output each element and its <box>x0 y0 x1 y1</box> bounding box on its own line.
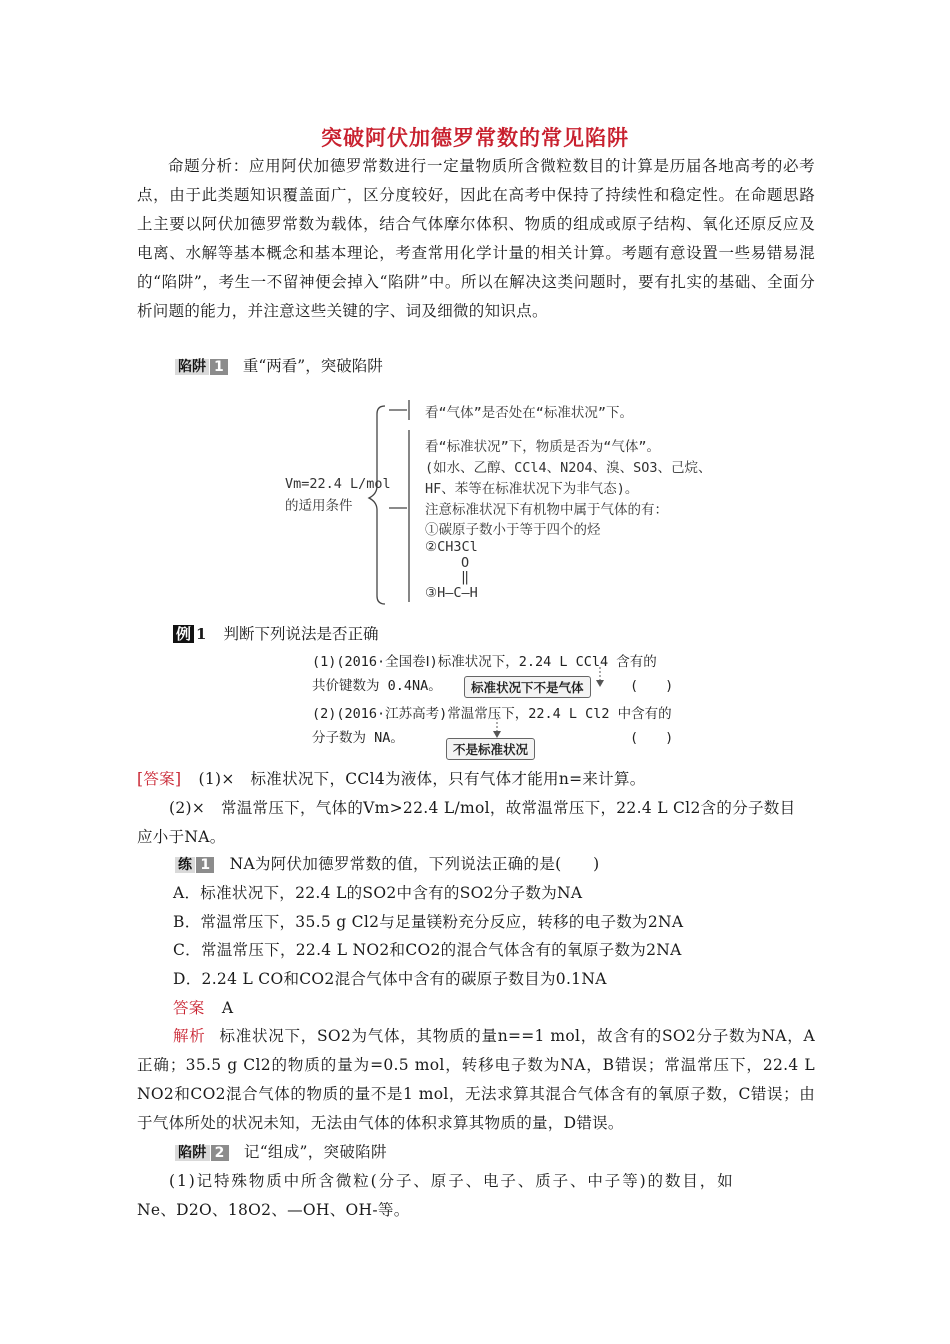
diagram-branch2-line2: (如水、乙醇、CCl4、N2O4、溴、SO3、己烷、 <box>425 460 712 476</box>
practice1-badge: 练 1 <box>173 855 216 875</box>
answer1-item2-line1: (2)× 常温常压下，气体的Vm>22.4 L/mol，故常温常压下，22.4 L Cl2含的分子数目 <box>169 799 796 817</box>
diagram-left-label-2: 的适用条件 <box>285 498 353 514</box>
example1-q1-line1: (1)(2016·全国卷Ⅰ)标准状况下，2.24 L CCl4 含有的 <box>312 654 657 670</box>
example1-heading-text: 判断下列说法是否正确 <box>223 625 379 643</box>
example1-q1-paren: ( ) <box>630 678 674 694</box>
diagram-branch1: 看“气体”是否处在“标准状况”下。 <box>425 405 634 421</box>
diagram-item2: ②CH3Cl <box>425 539 478 555</box>
practice1-answer-value: A <box>221 999 234 1017</box>
trap2-paragraph-line2: Ne、D2O、18O2、—OH、OH-等。 <box>137 1201 410 1219</box>
trap1-heading <box>173 354 383 377</box>
trap1-badge: 陷阱 1 <box>173 357 230 377</box>
example1-q2-line1: (2)(2016·江苏高考)常温常压下，22.4 L Cl2 中含有的 <box>312 706 672 722</box>
example1-question-box <box>312 650 692 760</box>
answer1-item1: (1)× 标准状况下，CCl4为液体，只有气体才能用n=来计算。 <box>198 770 646 788</box>
page-title: 突破阿伏加德罗常数的常见陷阱 <box>321 126 629 150</box>
example1-q2-note: 不是标准状况 <box>446 738 535 760</box>
practice1-option-c: C．常温常压下，22.4 L NO2和CO2的混合气体含有的氧原子数为2NA <box>173 941 682 959</box>
practice1-stem: NA为阿伏加德罗常数的值，下列说法正确的是( ) <box>229 855 600 873</box>
intro-paragraph: 命题分析：应用阿伏加德罗常数进行一定量物质所含微粒数目的计算是历届各地高考的必考点，由于此类题知识覆盖面广，区分度较好，因此在高考中保持了持续性和稳定性。在命题思路上主要以阿伏加德罗常数为载体，结合气体摩尔体积、物质的组成或原子结构、氧化还原反应及电离、水解等基本概念和基本理论，考查常用化学计量的相关计算。考题有意设置一些易错易混的“陷阱”，考生一不留神便会掉入“陷阱”中。所以在解决这类问题时，要有扎实的基础、全面分析问题的能力，并注意这些关键的字、词及细微的知识点。 <box>137 157 815 320</box>
practice1-answer <box>173 994 233 1023</box>
diagram-item3: ③H—C—H <box>425 585 478 601</box>
practice1-analysis-text: 标准状况下，SO2为气体，其物质的量n==1 mol，故含有的SO2分子数为NA，A正确；35.5 g Cl2的物质的量为=0.5 mol，转移电子数为NA，B错误；常温常压下，22.4 L NO2和CO2混合气体的物质的量不是1 mol，无法求算其混合气体含有的氧原子数，C错误；由于气体所处的状况未知，无法由气体的体积求算其物质的量，D错误。 <box>137 1027 815 1132</box>
example1-q2-paren: ( ) <box>630 730 674 746</box>
practice1-stem-line <box>173 850 599 879</box>
practice1-analysis-label: 解析 <box>173 1027 206 1045</box>
vm-conditions-diagram <box>285 398 725 608</box>
answer1-label: [答案] <box>137 770 182 788</box>
diagram-branch2-line4: 注意标准状况下有机物中属于气体的有： <box>425 502 668 518</box>
example1-q1-line2: 共价键数为 0.4NA。 <box>312 678 442 694</box>
example1-num: 1 <box>196 625 207 643</box>
diagram-item1: ①碳原子数小于等于四个的烃 <box>425 522 601 538</box>
trap2-paragraph-line1: (1)记特殊物质中所含微粒(分子、原子、电子、质子、中子等)的数目，如 <box>169 1172 735 1190</box>
practice1-answer-label: 答案 <box>173 999 205 1017</box>
example1-heading <box>173 622 379 644</box>
trap2-heading-text: 记“组成”，突破陷阱 <box>243 1143 387 1161</box>
example1-q2-pointer <box>487 718 507 740</box>
example1-q2-line2: 分子数为 NA。 <box>312 730 404 746</box>
practice1-option-a: A．标准状况下，22.4 L的SO2中含有的SO2分子数为NA <box>173 884 583 902</box>
diagram-item3-double-bond: ‖ <box>461 569 470 585</box>
example1-badge: 例 <box>173 625 194 643</box>
diagram-branch2-line3: HF、苯等在标准状况下为非气态)。 <box>425 481 639 497</box>
practice1-option-d: D．2.24 L CO和CO2混合气体中含有的碳原子数目为0.1NA <box>173 970 607 988</box>
trap2-heading <box>173 1138 387 1167</box>
diagram-item3-oxygen: O <box>461 555 470 571</box>
trap1-heading-text: 重“两看”，突破陷阱 <box>242 357 383 375</box>
practice1-analysis <box>137 1022 815 1138</box>
answer1-line1 <box>137 765 646 794</box>
answer1-item2-line2: 应小于NA。 <box>137 828 226 846</box>
trap2-badge: 陷阱 2 <box>173 1143 231 1163</box>
diagram-branch2-line1: 看“标准状况”下，物质是否为“气体”。 <box>425 439 661 455</box>
example1-q1-note: 标准状况下不是气体 <box>464 676 591 698</box>
diagram-left-label-1: Vm=22.4 L/mol <box>285 476 391 492</box>
practice1-option-b: B．常温常压下，35.5 g Cl2与足量镁粉充分反应，转移的电子数为2NA <box>173 913 684 931</box>
